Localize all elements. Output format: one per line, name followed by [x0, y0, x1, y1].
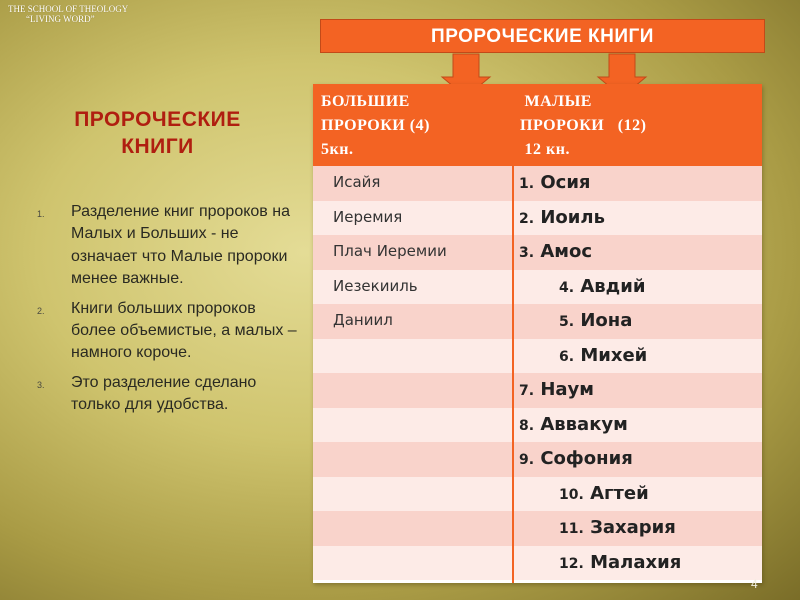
minor-prophet-name: Михей: [580, 344, 648, 366]
school-line-2: “LIVING WORD”: [26, 14, 95, 24]
minor-prophet-number: 8.: [519, 417, 535, 434]
table-row: [313, 304, 762, 339]
minor-prophet-number: 9.: [519, 452, 535, 468]
banner-title: ПРОРОЧЕСКИЕ КНИГИ: [320, 19, 765, 53]
major-prophet-cell: Исайя: [333, 173, 381, 191]
header-major-line: ПРОРОКИ (4): [321, 117, 430, 134]
minor-prophet-name: Осия: [540, 172, 591, 193]
minor-prophet-number: 3.: [519, 245, 535, 261]
header-minor-line: ПРОРОКИ (12): [520, 117, 647, 134]
minor-prophet-cell: [559, 270, 645, 305]
table-row: [313, 546, 762, 581]
table-row: [313, 166, 762, 201]
minor-prophet-name: Наум: [540, 379, 595, 400]
minor-prophet-cell: [559, 339, 647, 374]
minor-prophet-name: Иона: [580, 310, 633, 331]
minor-prophet-cell: [519, 235, 592, 270]
minor-prophet-name: Авдий: [580, 275, 646, 297]
minor-prophet-number: 6.: [559, 348, 575, 365]
school-line-1: THE SCHOOL OF THEOLOGY: [8, 4, 129, 14]
major-prophet-cell: Иеремия: [333, 207, 403, 226]
point-number: 1.: [37, 209, 45, 219]
minor-prophet-number: 1.: [519, 176, 535, 192]
major-prophet-cell: Плач Иеремии: [333, 242, 447, 260]
minor-prophet-number: 12.: [559, 555, 584, 572]
minor-prophet-number: 7.: [519, 383, 535, 399]
minor-prophet-cell: [519, 373, 594, 408]
table-row: [313, 477, 762, 512]
header-minor-line: МАЛЫЕ: [520, 93, 592, 110]
table-row: [313, 442, 762, 477]
minor-prophet-cell: [559, 511, 676, 546]
minor-prophet-cell: [519, 201, 605, 236]
major-prophet-cell: Иезекииль: [333, 276, 418, 295]
point-number: 3.: [37, 379, 45, 390]
header-major-line: 5кн.: [321, 141, 354, 158]
slide-title-line-2: КНИГИ: [121, 135, 194, 158]
table-row: [313, 339, 762, 374]
point-text: Разделение книг пророков на Малых и Больших - не означает что Малые пророки менее важные.: [71, 203, 290, 288]
minor-prophet-name: Софония: [540, 448, 633, 469]
header-major-prophets: [321, 90, 430, 162]
points-list: [37, 201, 297, 424]
school-caption: [8, 4, 128, 24]
header-minor-line: 12 кн.: [520, 141, 570, 158]
minor-prophet-number: 10.: [559, 486, 584, 503]
minor-prophet-number: 4.: [559, 279, 575, 296]
header-minor-prophets: [520, 90, 646, 162]
minor-prophet-cell: [519, 442, 633, 477]
minor-prophet-cell: [559, 546, 681, 581]
table-row: [313, 201, 762, 236]
minor-prophet-name: Аввакум: [540, 413, 628, 435]
minor-prophet-number: 2.: [519, 210, 535, 227]
header-major-line: БОЛЬШИЕ: [321, 93, 410, 110]
minor-prophet-number: 5.: [559, 314, 575, 330]
minor-prophet-name: Малахия: [590, 551, 682, 573]
column-divider: [512, 84, 514, 583]
page-number: 4: [751, 577, 758, 591]
prophets-table: [313, 84, 762, 583]
major-prophet-cell: Даниил: [333, 311, 393, 329]
point-item: [37, 372, 297, 417]
point-item: [37, 201, 297, 291]
minor-prophet-name: Агтей: [590, 482, 649, 504]
minor-prophet-number: 11.: [559, 521, 584, 537]
point-text: Книги больших пророков более объемистые, а малых – намного короче.: [71, 299, 297, 362]
minor-prophet-cell: [559, 477, 649, 512]
table-row: [313, 235, 762, 270]
minor-prophet-cell: [519, 408, 628, 443]
table-row: [313, 270, 762, 305]
table-row: [313, 408, 762, 443]
table-row: [313, 511, 762, 546]
point-text: Это разделение сделано только для удобства.: [71, 373, 257, 414]
point-item: [37, 298, 297, 365]
minor-prophet-name: Иоиль: [540, 206, 605, 228]
slide-title: [40, 106, 275, 160]
minor-prophet-name: Захария: [590, 517, 676, 538]
table-header: [313, 84, 762, 166]
minor-prophet-cell: [559, 304, 632, 339]
point-number: 2.: [37, 305, 45, 316]
table-row: [313, 373, 762, 408]
minor-prophet-cell: [519, 166, 591, 201]
minor-prophet-name: Амос: [540, 241, 593, 262]
slide-title-line-1: ПРОРОЧЕСКИЕ: [74, 108, 241, 131]
